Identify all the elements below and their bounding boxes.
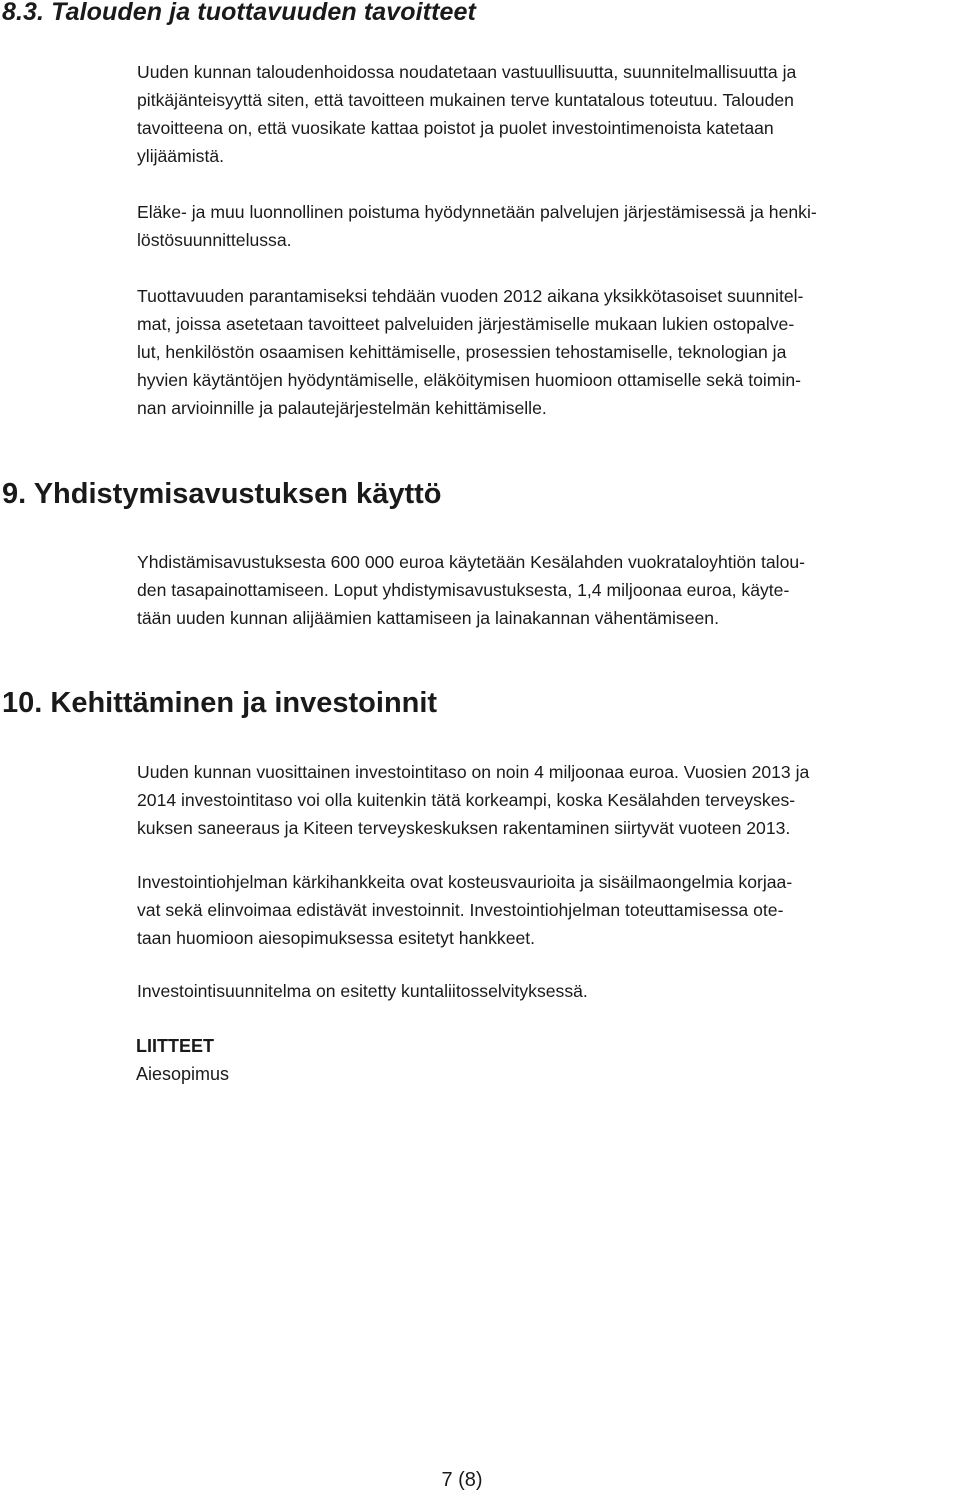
page-number: 7 (8): [441, 1469, 483, 1491]
paragraph-investment-plan: [137, 977, 952, 1005]
paragraph-merger-grant: [137, 548, 952, 632]
text-line: Yhdistämisavustuksesta 600 000 euroa käytetään Kesälahden vuokrataloyhtiön talou-: [137, 552, 806, 572]
text-line: Uuden kunnan vuosittainen investointitaso on noin 4 miljoonaa euroa. Vuosien 2013 ja: [137, 762, 810, 782]
paragraph-finance-principles: [137, 58, 952, 170]
text-line: pitkäjänteisyyttä siten, että tavoitteen mukainen terve kuntatalous toteutuu. Talouden: [137, 90, 794, 110]
text-line: mat, joissa asetetaan tavoitteet palveluiden järjestämiselle mukaan lukien ostopalve-: [137, 314, 795, 334]
text-line: nan arvioinnille ja palautejärjestelmän kehittämiselle.: [137, 398, 547, 418]
text-line: tavoitteena on, että vuosikate kattaa poistot ja puolet investointimenoista katetaan: [137, 118, 774, 138]
paragraph-retirement: [137, 198, 952, 254]
text-line: den tasapainottamiseen. Loput yhdistymisavustuksesta, 1,4 miljoonaa euroa, käyte-: [137, 580, 790, 600]
text-line: 2014 investointitaso voi olla kuitenkin tätä korkeampi, koska Kesälahden terveyskes-: [137, 790, 796, 810]
text-line: lut, henkilöstön osaamisen kehittämiselle, prosessien tehostamiselle, teknologian ja: [137, 342, 787, 362]
text-line: Tuottavuuden parantamiseksi tehdään vuoden 2012 aikana yksikkötasoiset suunnitel-: [137, 286, 804, 306]
text-line: Investointisuunnitelma on esitetty kuntaliitosselvityksessä.: [137, 981, 588, 1001]
section-heading-9: 9. Yhdistymisavustuksen käyttö: [2, 478, 442, 510]
section-heading-10: 10. Kehittäminen ja investoinnit: [2, 687, 438, 719]
text-line: taan huomioon aiesopimuksessa esitetyt hankkeet.: [137, 928, 536, 948]
text-line: tään uuden kunnan alijäämien kattamiseen ja lainakannan vähentämiseen.: [137, 608, 719, 628]
text-line: vat sekä elinvoimaa edistävät investoinnit. Investointiohjelman toteuttamisessa ote-: [137, 900, 784, 920]
text-line: kuksen saneeraus ja Kiteen terveyskeskuksen rakentaminen siirtyvät vuoteen 2013.: [137, 818, 791, 838]
text-line: Uuden kunnan taloudenhoidossa noudatetaan vastuullisuutta, suunnitelmallisuutta ja: [137, 62, 797, 82]
attachments-title: LIITTEET: [136, 1036, 214, 1056]
attachment-item: Aiesopimus: [136, 1064, 230, 1084]
text-line: Eläke- ja muu luonnollinen poistuma hyödynnetään palvelujen järjestämisessä ja henki-: [137, 202, 817, 222]
paragraph-investment-program: [137, 868, 952, 952]
text-line: hyvien käytäntöjen hyödyntämiselle, eläköitymisen huomioon ottamiselle sekä toimin-: [137, 370, 802, 390]
text-line: ylijäämistä.: [137, 146, 225, 166]
paragraph-investment-level: [137, 758, 952, 842]
text-line: löstösuunnittelussa.: [137, 230, 292, 250]
paragraph-productivity: [137, 282, 952, 422]
section-heading-8-3: 8.3. Talouden ja tuottavuuden tavoitteet: [2, 0, 476, 26]
text-line: Investointiohjelman kärkihankkeita ovat kosteusvaurioita ja sisäilmaongelmia korjaa-: [137, 872, 793, 892]
